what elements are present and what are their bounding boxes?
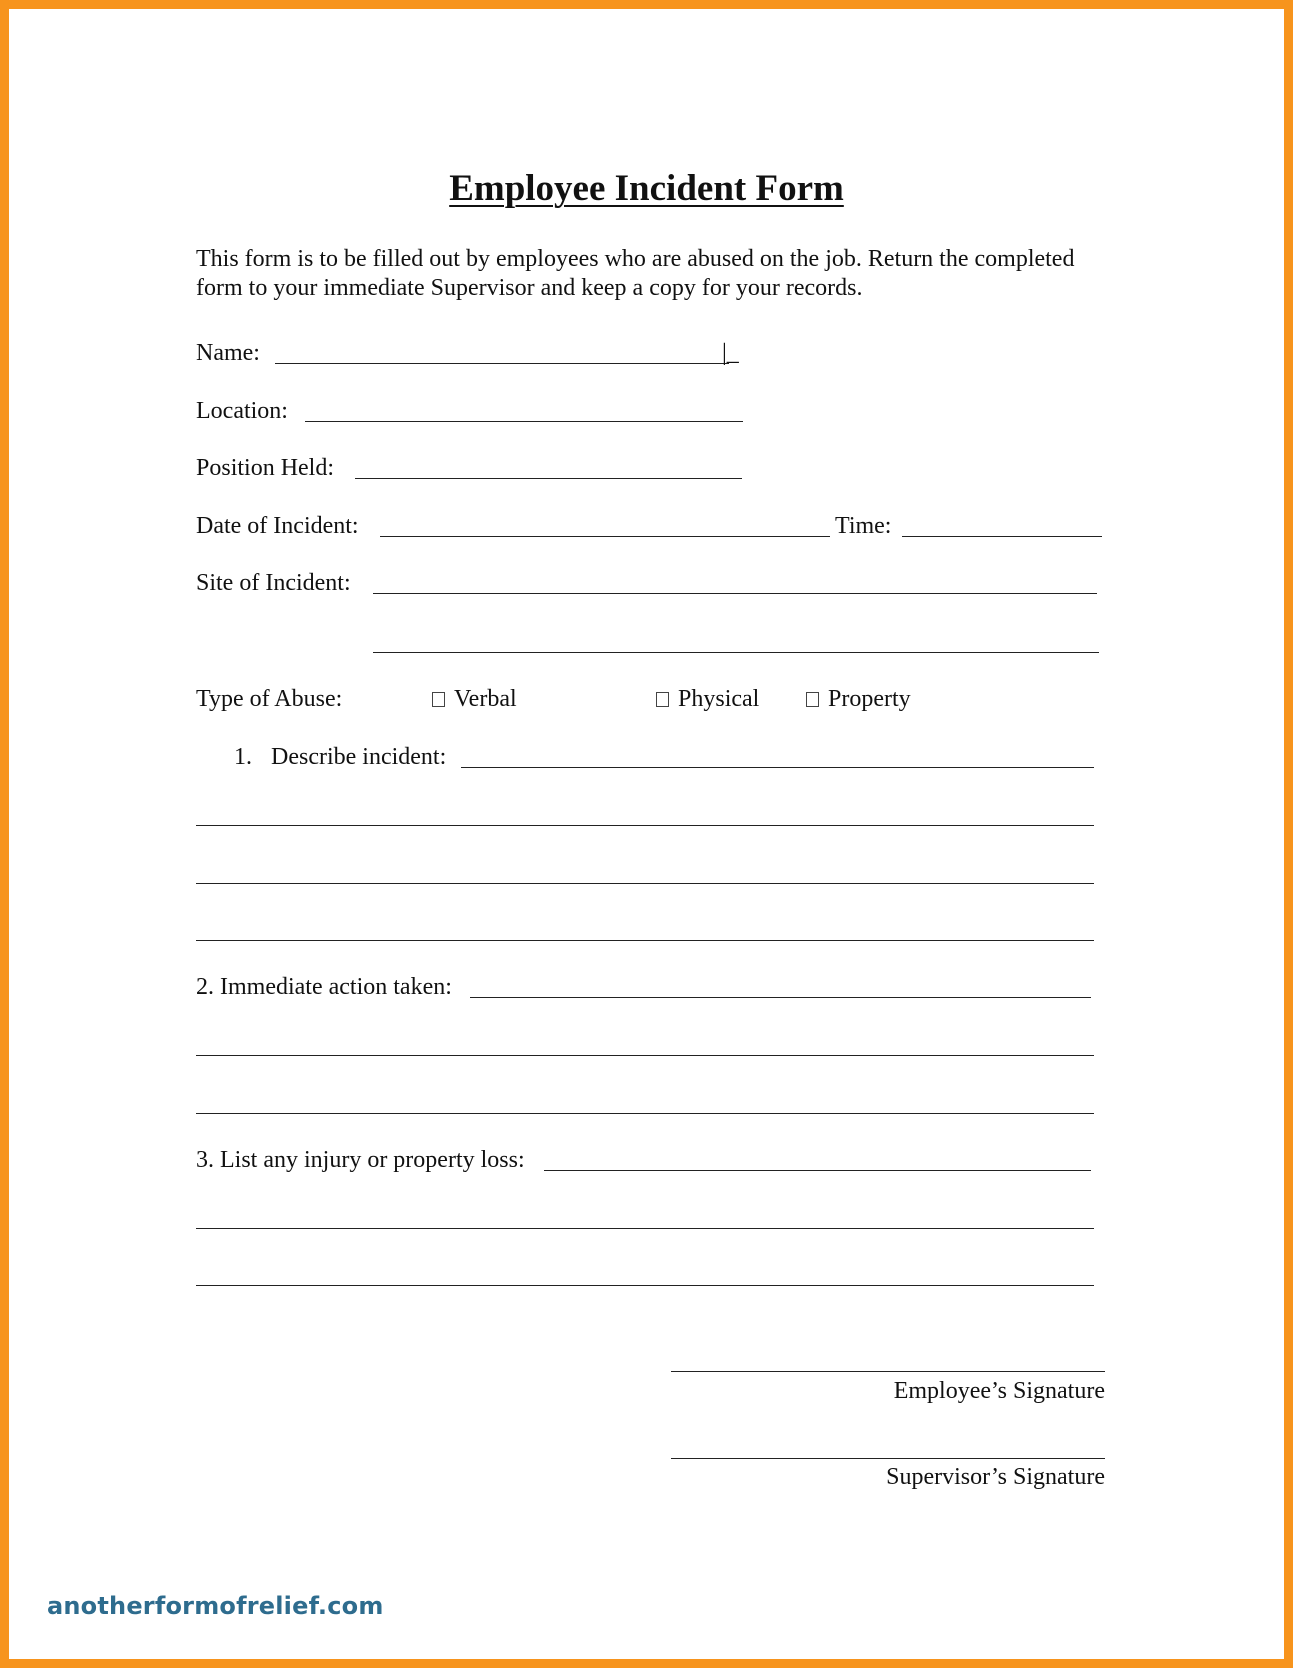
q3-answer-line-2[interactable]	[196, 1228, 1094, 1229]
employee-signature-label: Employee’s Signature	[893, 1378, 1105, 1404]
q3-label: 3. List any injury or property loss:	[196, 1147, 525, 1173]
site-label: Site of Incident:	[196, 570, 351, 596]
supervisor-signature-line[interactable]	[671, 1458, 1105, 1459]
employee-signature-line[interactable]	[671, 1371, 1105, 1372]
physical-checkbox[interactable]	[656, 692, 669, 707]
name-field-line[interactable]	[275, 363, 729, 364]
abuse-option-verbal[interactable]	[432, 684, 517, 714]
q1-answer-line-3[interactable]	[196, 883, 1094, 884]
abuse-option-physical[interactable]	[656, 684, 759, 714]
location-field-line[interactable]	[305, 421, 743, 422]
date-field-line[interactable]	[380, 536, 830, 537]
q1-answer-line-1[interactable]	[461, 767, 1094, 768]
watermark-text: anotherformofrelief.com	[47, 1592, 384, 1620]
location-label: Location:	[196, 398, 288, 424]
q1-answer-line-4[interactable]	[196, 940, 1094, 941]
q3-answer-line-3[interactable]	[196, 1285, 1094, 1286]
abuse-type-label: Type of Abuse:	[196, 686, 343, 712]
time-label: Time:	[835, 513, 892, 539]
q2-answer-line-3[interactable]	[196, 1113, 1094, 1114]
q2-label: 2. Immediate action taken:	[196, 974, 452, 1000]
q2-answer-line-2[interactable]	[196, 1055, 1094, 1056]
form-title: Employee Incident Form	[449, 168, 844, 209]
verbal-checkbox[interactable]	[432, 692, 445, 707]
time-field-line[interactable]	[902, 536, 1102, 537]
q1-number: 1.	[234, 744, 252, 770]
supervisor-signature-label: Supervisor’s Signature	[886, 1464, 1105, 1490]
position-field-line[interactable]	[355, 478, 742, 479]
name-label: Name:	[196, 340, 260, 366]
site-field-line-2[interactable]	[373, 652, 1099, 653]
physical-label: Physical	[678, 686, 760, 712]
property-label: Property	[828, 686, 911, 712]
verbal-label: Verbal	[454, 686, 517, 712]
q1-answer-line-2[interactable]	[196, 825, 1094, 826]
site-field-line-1[interactable]	[373, 593, 1097, 594]
property-checkbox[interactable]	[806, 692, 819, 707]
position-label: Position Held:	[196, 455, 335, 481]
q2-answer-line-1[interactable]	[470, 997, 1091, 998]
name-cursor: |_	[722, 340, 739, 366]
date-label: Date of Incident:	[196, 513, 359, 539]
q3-answer-line-1[interactable]	[544, 1170, 1091, 1171]
form-intro: This form is to be filled out by employees who are abused on the job. Return the completed form to your immediate Supervisor and keep a copy for your records.	[196, 246, 1075, 301]
abuse-option-property[interactable]	[806, 684, 911, 714]
q1-label: Describe incident:	[271, 744, 447, 770]
